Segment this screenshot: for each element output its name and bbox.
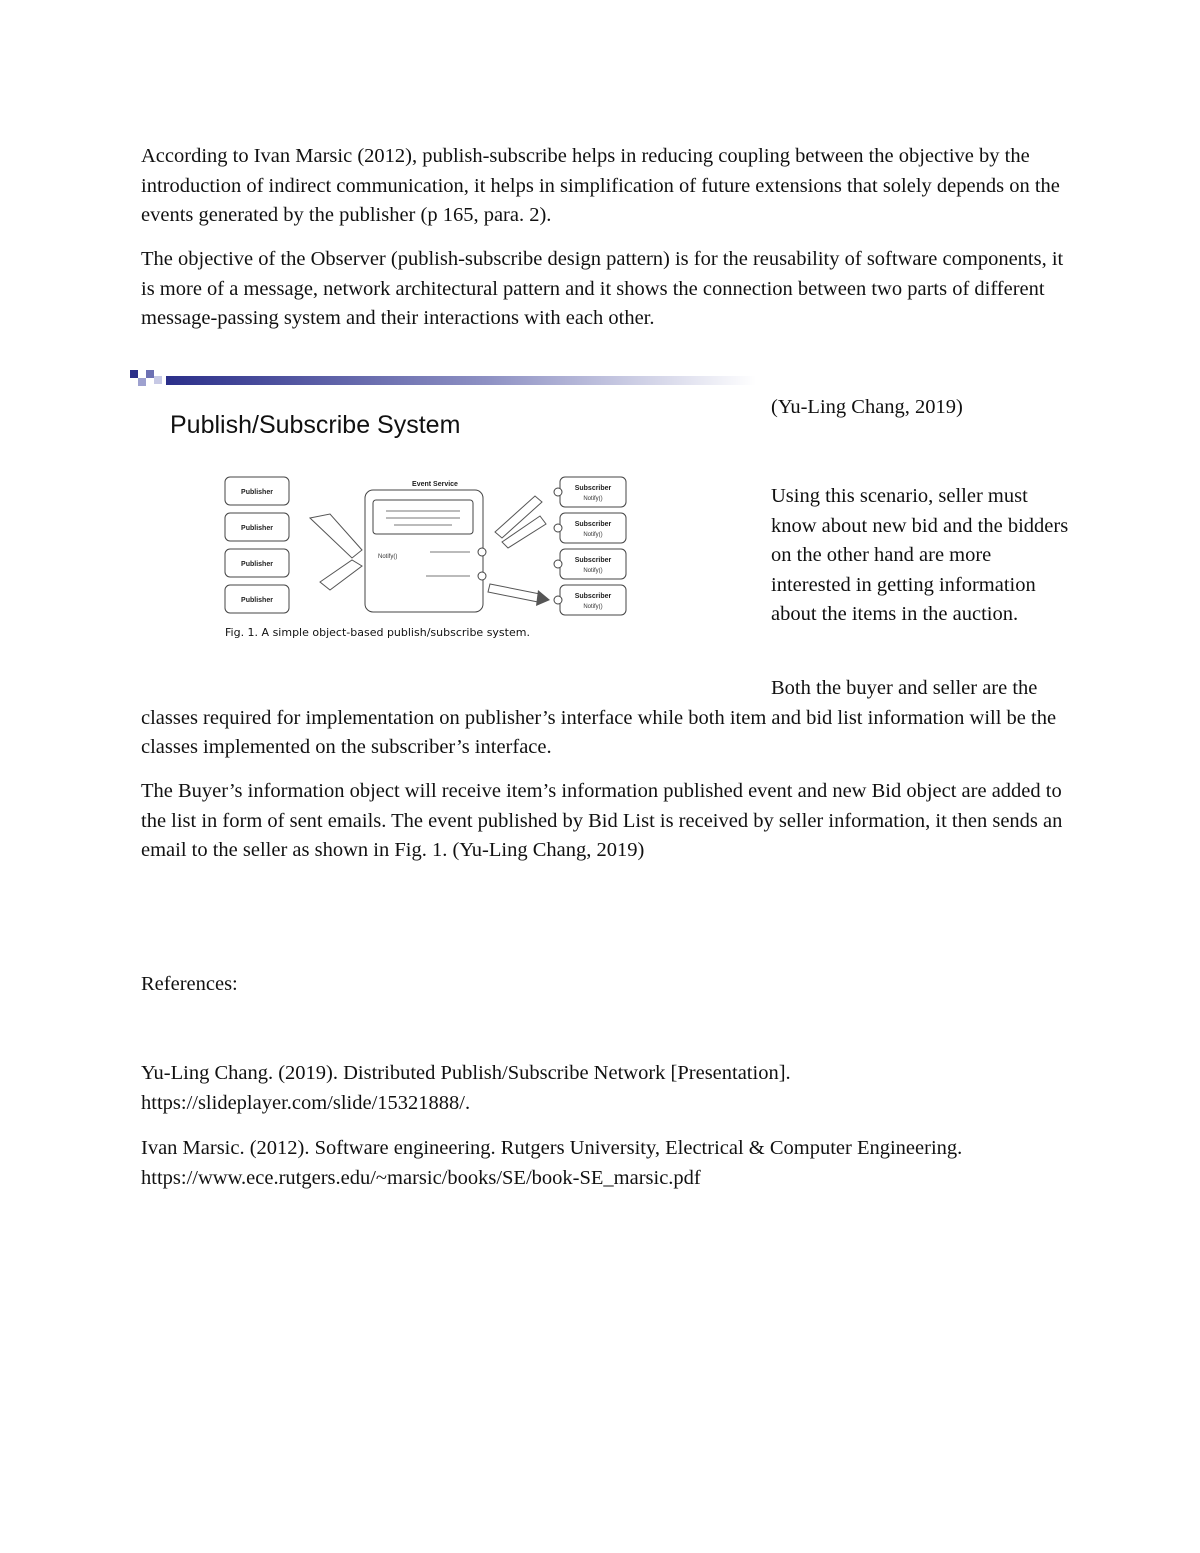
paragraph-intro: According to Ivan Marsic (2012), publish-subscribe helps in reducing coupling between the objective by the introduction of indirect communication, it helps in simplification of future extensions that solely depends on the events generated by the publisher (p 165, para. 2). [141, 145, 1060, 226]
subscriber-box [554, 477, 626, 507]
svg-text:Publisher: Publisher [241, 525, 273, 532]
slide-title: Publish/Subscribe System [170, 411, 461, 439]
svg-text:Subscriber: Subscriber [574, 593, 612, 600]
figure-citation: (Yu-Ling Chang, 2019) [771, 396, 963, 418]
figure-diagram [130, 368, 760, 658]
publisher-box [225, 549, 289, 577]
svg-text:Subscriber: Subscriber [574, 557, 612, 564]
reference-entry: Yu-Ling Chang. (2019). Distributed Publish/Subscribe Network [Presentation]. https://slideplayer.com/slide/15321888/. [141, 1062, 791, 1114]
paragraph-scenario: Using this scenario, seller must know about new bid and the bidders on the other hand are more interested in getting information about the items in the auction. [771, 485, 1069, 625]
figure-publish-subscribe [130, 368, 760, 658]
svg-text:Publisher: Publisher [241, 597, 273, 604]
svg-text:Notify(): Notify() [583, 532, 603, 538]
figure-caption: Fig. 1. A simple object-based publish/subscribe system. [225, 626, 530, 639]
svg-text:Publisher: Publisher [241, 561, 273, 568]
svg-text:Notify(): Notify() [583, 604, 603, 610]
subscriber-box [554, 585, 626, 615]
svg-text:Publisher: Publisher [241, 489, 273, 496]
svg-text:Notify(): Notify() [583, 496, 603, 502]
svg-text:Subscriber: Subscriber [574, 485, 612, 492]
publisher-box [225, 585, 289, 613]
publisher-box [225, 477, 289, 505]
event-service-box [365, 481, 486, 612]
paragraph-classes: Both the buyer and seller are the classes required for implementation on publisher’s interface while both item and bid list information will be the classes implemented on the subscriber’s interface. [141, 677, 1057, 758]
paragraph-observer-objective: The objective of the Observer (publish-subscribe design pattern) is for the reusability of software components, it is more of a message, network architectural pattern and it shows the connection between two parts of different message-passing system and their interactions with each other. [141, 248, 1064, 329]
publisher-box [225, 513, 289, 541]
svg-text:Notify(): Notify() [583, 568, 603, 574]
paragraph-buyer-info: The Buyer’s information object will receive item’s information published event and new Bid object are added to the list in form of sent emails. The event published by Bid List is received by seller information, it then sends an email to the seller as shown in Fig. 1. (Yu-Ling Chang, 2019) [141, 780, 1063, 861]
subscriber-box [554, 513, 626, 543]
references-heading: References: [141, 973, 238, 995]
subscriber-box [554, 549, 626, 579]
svg-text:Event Service: Event Service [412, 481, 458, 488]
svg-text:Notify(): Notify() [378, 554, 398, 560]
reference-entry: Ivan Marsic. (2012). Software engineering. Rutgers University, Electrical & Computer Engineering. https://www.ece.rutgers.edu/~marsic/books/SE/book-SE_marsic.pdf [141, 1137, 963, 1189]
svg-text:Subscriber: Subscriber [574, 521, 612, 528]
